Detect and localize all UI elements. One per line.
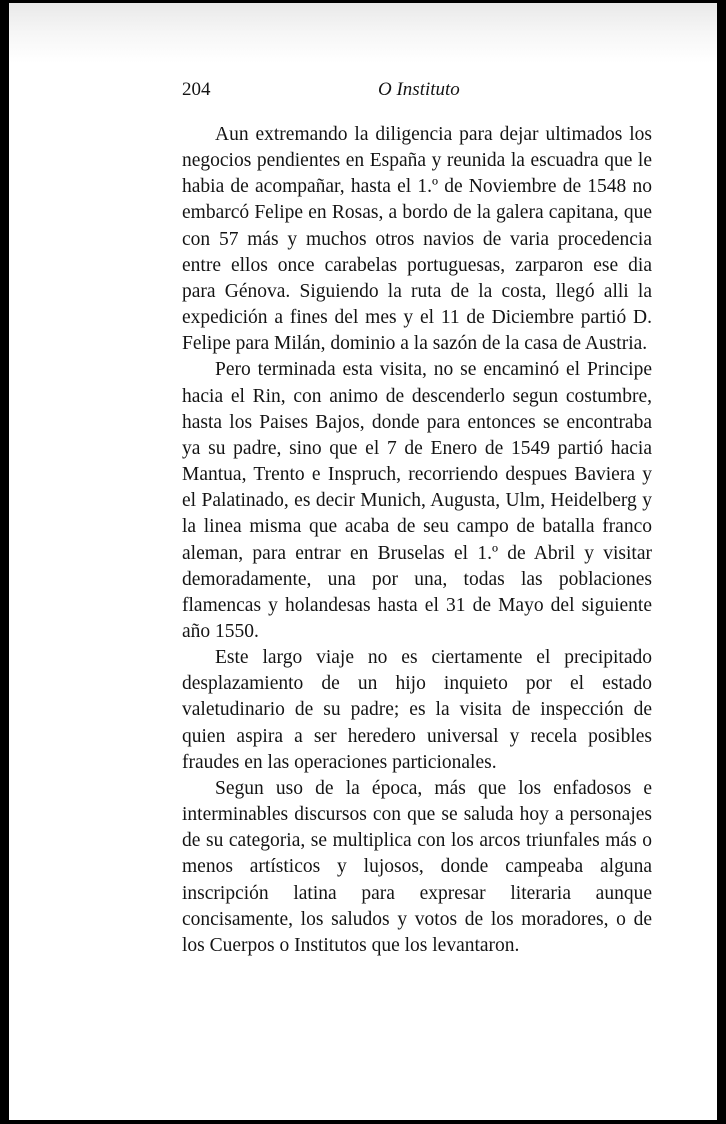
paragraph: Aun extremando la diligencia para dejar ultimados los negocios pendientes en España y reunida la escuadra que le habia de acompañar, hasta el 1.º de Noviembre de 1548 no embarcó Felipe en Rosas, a bordo de la galera capitana, que con 57 más y muchos otros navios de varia procedencia entre ellos once carabelas portuguesas, zarparon ese dia para Génova. Siguiendo la ruta de la costa, llegó alli la expedición a fines del mes y el 11 de Diciembre partió D. Felipe para Milán, dominio a la sazón de la casa de Austria. [182, 124, 652, 355]
body-text [182, 122, 652, 959]
page-header [182, 79, 652, 103]
page-number: 204 [182, 79, 211, 100]
running-title: O Instituto [378, 79, 460, 100]
paragraph: Este largo viaje no es ciertamente el precipitado desplazamiento de un hijo inquieto por el estado valetudinario de su padre; es la visita de inspección de quien aspira a ser heredero universal y recela posibles fraudes en las operaciones particionales. [182, 647, 652, 773]
paragraph: Segun uso de la época, más que los enfadosos e interminables discursos con que se saluda hoy a personajes de su categoria, se multiplica con los arcos triunfales más o menos artísticos y lujosos, donde campeaba alguna inscripción latina para expresar literaria aunque concisamente, los saludos y votos de los moradores, o de los Cuerpos o Institutos que los levantaron. [182, 777, 652, 956]
paragraph: Pero terminada esta visita, no se encaminó el Principe hacia el Rin, con animo de descenderlo segun costumbre, hasta los Paises Bajos, donde para entonces se encontraba ya su padre, sino que el 7 de Enero de 1549 partió hacia Mantua, Trento e Inspruch, recorriendo despues Baviera y el Palatinado, es decir Munich, Augusta, Ulm, Heidelberg y la linea misma que acaba de seu campo de batalla franco aleman, para entrar en Bruselas el 1.º de Abril y visitar demoradamente, una por una, todas las poblaciones flamencas y holandesas hasta el 31 de Mayo del siguiente año 1550. [182, 359, 652, 642]
